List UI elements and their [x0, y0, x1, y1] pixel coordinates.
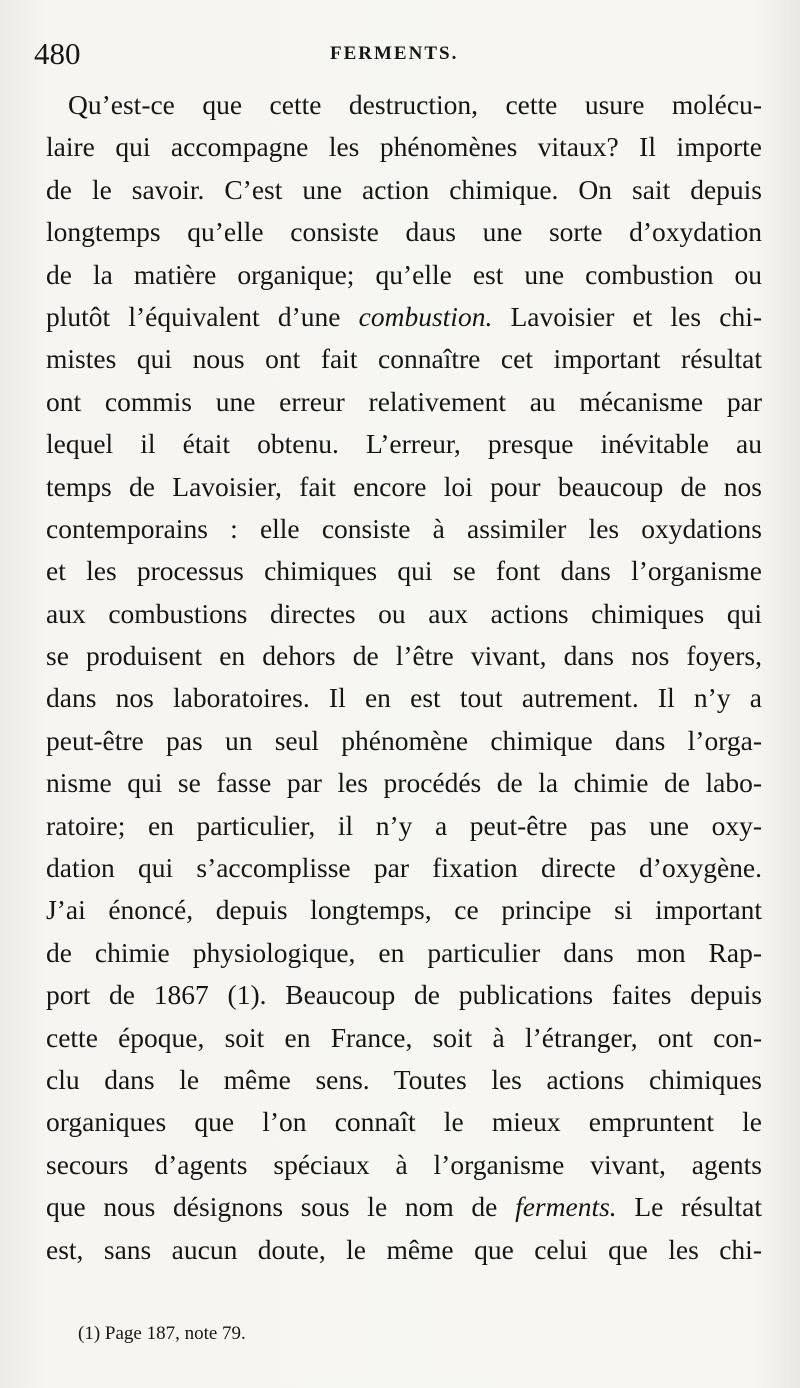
text-line: secours d’agents spéciaux à l’organisme vivant, agents [46, 1148, 762, 1180]
body-text [46, 84, 762, 1271]
text-line: temps de Lavoisier, fait encore loi pour beaucoup de nos [46, 470, 762, 502]
text-line: port de 1867 (1). Beaucoup de publications faites depuis [46, 979, 762, 1011]
text-line: aux combustions directes ou aux actions chimiques qui [46, 597, 762, 629]
text-segment: que nous désignons sous le nom de [46, 1191, 498, 1223]
footnote: (1) Page 187, note 79. [78, 1323, 246, 1344]
text-line: lequel il était obtenu. L’erreur, presque inévitable au [46, 428, 762, 460]
text-line: de chimie physiologique, en particulier dans mon Rap- [46, 936, 762, 968]
text-line: mistes qui nous ont fait connaître cet important résultat [46, 343, 762, 375]
running-title: FERMENTS. [330, 43, 459, 64]
text-line: Qu’est-ce que cette destruction, cette usure molécu- [68, 89, 762, 120]
text-line: cette époque, soit en France, soit à l’étranger, ont con- [46, 1021, 762, 1053]
text-line: J’ai énoncé, depuis longtemps, ce principe si important [46, 894, 762, 926]
text-line: dation qui s’accomplisse par fixation directe d’oxygène. [46, 852, 762, 884]
text-line: clu dans le même sens. Toutes les actions chimiques [46, 1063, 762, 1095]
page-header [34, 34, 764, 74]
text-line: organiques que l’on connaît le mieux empruntent le [46, 1106, 762, 1138]
text-line [46, 1186, 762, 1228]
text-line: ont commis une erreur relativement au mécanisme par [46, 385, 762, 417]
text-line: se produisent en dehors de l’être vivant, dans nos foyers, [46, 640, 762, 672]
page-number: 480 [34, 36, 81, 71]
text-line: de le savoir. C’est une action chimique. On sait depuis [46, 173, 762, 205]
text-line [46, 296, 762, 338]
italic-word: combustion. [358, 300, 493, 332]
text-line: contemporains : elle consiste à assimiler les oxydations [46, 512, 762, 544]
text-segment: plutôt l’équivalent d’une [46, 300, 341, 332]
text-line: nisme qui se fasse par les procédés de la chimie de labo- [46, 767, 762, 799]
text-line: de la matière organique; qu’elle est une combustion ou [46, 258, 762, 290]
text-line: ratoire; en particulier, il n’y a peut-être pas une oxy- [46, 809, 762, 841]
italic-word: ferments. [515, 1191, 617, 1223]
text-line: laire qui accompagne les phénomènes vitaux? Il importe [46, 131, 762, 163]
text-segment: Lavoisier et les chi- [510, 300, 763, 332]
text-line: est, sans aucun doute, le même que celui que les chi- [46, 1233, 762, 1265]
text-line: et les processus chimiques qui se font dans l’organisme [46, 555, 762, 587]
text-line: dans nos laboratoires. Il en est tout autrement. Il n’y a [46, 682, 762, 714]
text-line: longtemps qu’elle consiste daus une sorte d’oxydation [46, 216, 762, 248]
text-segment: Le résultat [634, 1191, 762, 1223]
text-line: peut-être pas un seul phénomène chimique dans l’orga- [46, 724, 762, 756]
